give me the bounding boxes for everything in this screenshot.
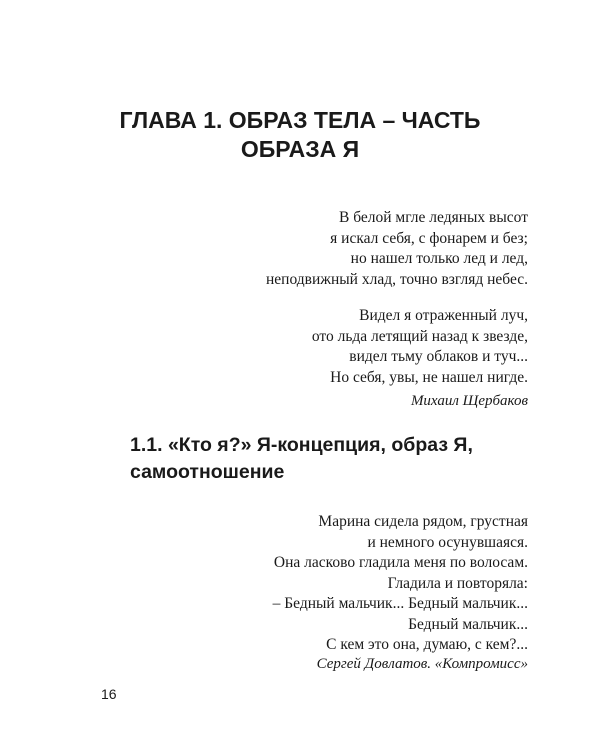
poem-line: Но себя, увы, не нашел нигде.: [330, 368, 528, 386]
epigraph-quote: [273, 512, 528, 656]
quote-line: и немного осунувшаяся.: [367, 533, 528, 551]
chapter-title-line-1: ГЛАВА 1. ОБРАЗ ТЕЛА – ЧАСТЬ: [119, 107, 481, 133]
section-title-line-1: 1.1. «Кто я?» Я-концепция, образ Я,: [130, 434, 473, 456]
chapter-title-line-2: ОБРАЗА Я: [240, 136, 360, 162]
quote-line: С кем это она, думаю, с кем?...: [326, 636, 528, 653]
epigraph-author: Михаил Щербаков: [410, 393, 528, 409]
poem-line: видел тьму облаков и туч...: [349, 348, 528, 365]
quote-line: Бедный мальчик...: [408, 615, 528, 633]
poem-line: я искал себя, с фонарем и без;: [330, 229, 528, 247]
poem-line: неподвижный хлад, точно взгляд небес.: [265, 270, 528, 288]
quote-author: Сергей Довлатов. «Компромисс»: [316, 656, 528, 672]
quote-line: Марина сидела рядом, грустная: [318, 513, 528, 530]
poem-line: Видел я отраженный луч,: [359, 307, 528, 324]
quote-line: Гладила и повторяла:: [387, 574, 528, 592]
stanza-gap: [266, 290, 528, 306]
poem-line: но нашел только лед и лед,: [350, 250, 528, 267]
poem-line: В белой мгле ледяных высот: [339, 209, 528, 226]
page-number: 16: [101, 686, 117, 702]
epigraph-poem: [266, 208, 528, 388]
poem-line: ото льда летящий назад к звезде,: [311, 327, 528, 345]
section-title: [130, 432, 473, 486]
quote-line: Она ласково гладила меня по волосам.: [273, 554, 528, 571]
quote-line: – Бедный мальчик... Бедный мальчик...: [272, 595, 528, 612]
chapter-title: [60, 106, 540, 164]
section-title-line-2: самоотношение: [130, 461, 285, 483]
